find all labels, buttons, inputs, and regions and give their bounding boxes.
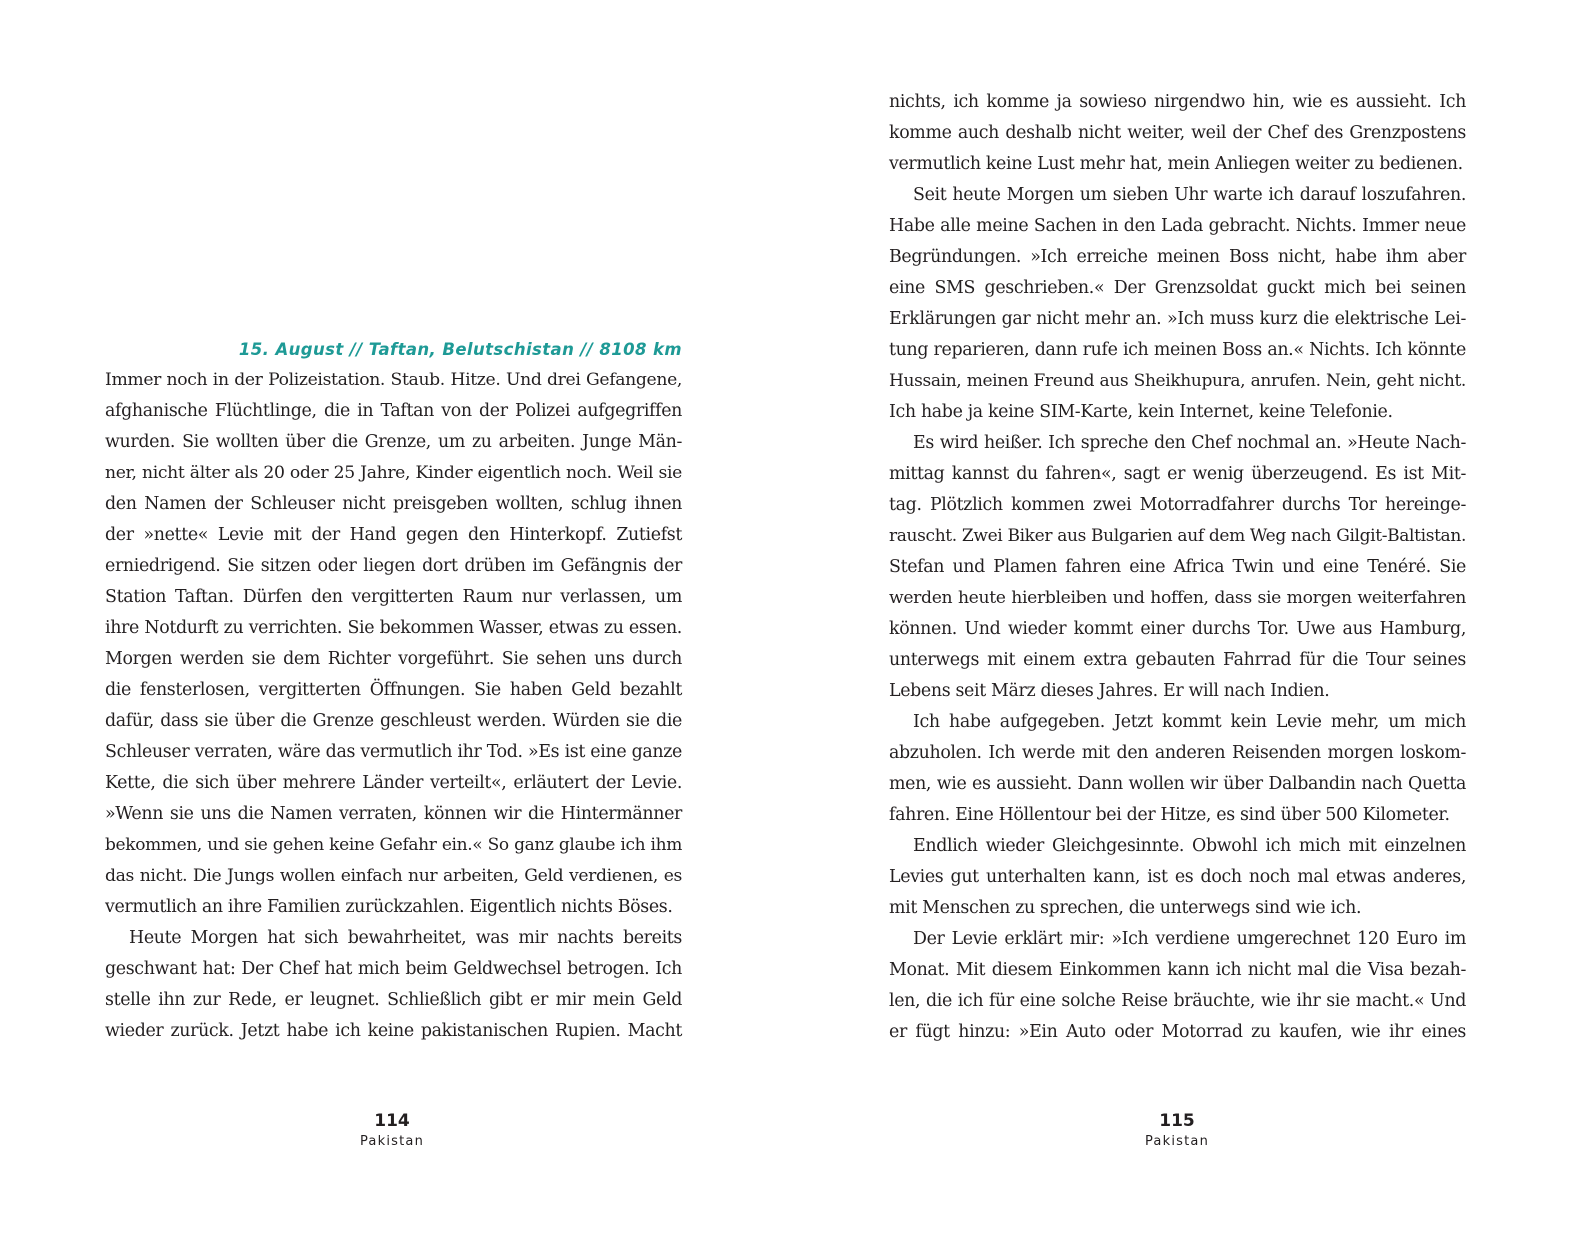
text-line: Kette, die sich über mehrere Länder verteilt«, erläutert der Levie. xyxy=(105,773,682,793)
text-line: Monat. Mit diesem Einkommen kann ich nicht mal die Visa bezah- xyxy=(889,960,1466,980)
text-line: komme auch deshalb nicht weiter, weil der Chef des Grenzpostens xyxy=(889,123,1466,143)
text-line: unterwegs mit einem extra gebauten Fahrrad für die Tour seines xyxy=(889,650,1466,670)
text-line: wurden. Sie wollten über die Grenze, um zu arbeiten. Junge Män- xyxy=(105,432,682,452)
text-line: der »nette« Levie mit der Hand gegen den Hinterkopf. Zutiefst xyxy=(105,525,682,545)
page-footer xyxy=(332,1111,452,1153)
text-line: geschwant hat: Der Chef hat mich beim Geldwechsel betrogen. Ich xyxy=(105,959,682,979)
text-line: mit Menschen zu sprechen, die unterwegs sind wie ich. xyxy=(889,898,1362,918)
text-line: Immer noch in der Polizeistation. Staub. Hitze. Und drei Gefangene, xyxy=(105,370,682,390)
diary-entry-heading: 15. August // Taftan, Belutschistan // 8108 km xyxy=(238,340,682,359)
text-line: bekommen, und sie gehen keine Gefahr ein.« So ganz glaube ich ihm xyxy=(105,835,682,855)
text-line: ner, nicht älter als 20 oder 25 Jahre, Kinder eigentlich noch. Weil sie xyxy=(105,463,682,483)
text-line: Der Levie erklärt mir: »Ich verdiene umgerechnet 120 Euro im xyxy=(913,929,1466,949)
text-line: tag. Plötzlich kommen zwei Motorradfahrer durchs Tor hereinge- xyxy=(889,495,1466,515)
text-line: ihre Notdurft zu verrichten. Sie bekommen Wasser, etwas zu essen. xyxy=(105,618,682,638)
right-page xyxy=(797,0,1594,1240)
text-line: Ich habe ja keine SIM-Karte, kein Internet, keine Telefonie. xyxy=(889,402,1393,422)
text-line: wieder zurück. Jetzt habe ich keine pakistanischen Rupien. Macht xyxy=(105,1021,682,1041)
text-line: men, wie es aussieht. Dann wollen wir über Dalbandin nach Quetta xyxy=(889,774,1466,794)
text-line: Lebens seit März dieses Jahres. Er will nach Indien. xyxy=(889,681,1330,701)
page-number: 114 xyxy=(374,1111,410,1131)
left-page-text xyxy=(105,334,682,1047)
text-line: Ich habe aufgegeben. Jetzt kommt kein Levie mehr, um mich xyxy=(913,712,1466,732)
text-line: eine SMS geschrieben.« Der Grenzsoldat guckt mich bei seinen xyxy=(889,278,1466,298)
text-line: erniedrigend. Sie sitzen oder liegen dort drüben im Gefängnis der xyxy=(105,556,682,576)
text-line: rauscht. Zwei Biker aus Bulgarien auf dem Weg nach Gilgit-Baltistan. xyxy=(889,526,1466,546)
text-line: werden heute hierbleiben und hoffen, dass sie morgen weiterfahren xyxy=(889,588,1466,608)
text-line: den Namen der Schleuser nicht preisgeben wollten, schlug ihnen xyxy=(105,494,682,514)
page-footer xyxy=(1117,1111,1237,1153)
running-footer-section: Pakistan xyxy=(1144,1134,1210,1149)
text-line: Levies gut unterhalten kann, ist es doch noch mal etwas anderes, xyxy=(889,867,1466,887)
text-line: Es wird heißer. Ich spreche den Chef nochmal an. »Heute Nach- xyxy=(913,433,1466,453)
text-line: mittag kannst du fahren«, sagt er wenig überzeugend. Es ist Mit- xyxy=(889,464,1466,484)
text-line: afghanische Flüchtlinge, die in Taftan von der Polizei aufgegriffen xyxy=(105,401,682,421)
text-line: Begründungen. »Ich erreiche meinen Boss nicht, habe ihm aber xyxy=(889,247,1466,267)
text-line: das nicht. Die Jungs wollen einfach nur arbeiten, Geld verdienen, es xyxy=(105,866,682,886)
text-line: können. Und wieder kommt einer durchs Tor. Uwe aus Hamburg, xyxy=(889,619,1466,639)
text-line: Hussain, meinen Freund aus Sheikhupura, anrufen. Nein, geht nicht. xyxy=(889,371,1466,391)
text-line: stelle ihn zur Rede, er leugnet. Schließlich gibt er mir mein Geld xyxy=(105,990,682,1010)
text-line: Endlich wieder Gleichgesinnte. Obwohl ich mich mit einzelnen xyxy=(913,836,1466,856)
text-line: abzuholen. Ich werde mit den anderen Reisenden morgen loskom- xyxy=(889,743,1466,763)
text-line: fahren. Eine Höllentour bei der Hitze, es sind über 500 Kilometer. xyxy=(889,805,1450,825)
text-line: len, die ich für eine solche Reise bräuchte, wie ihr sie macht.« Und xyxy=(889,991,1466,1011)
text-line: die fensterlosen, vergitterten Öffnungen. Sie haben Geld bezahlt xyxy=(105,680,682,700)
text-line: Stefan und Plamen fahren eine Africa Twin und eine Tenéré. Sie xyxy=(889,557,1466,577)
text-line: nichts, ich komme ja sowieso nirgendwo hin, wie es aussieht. Ich xyxy=(889,92,1466,112)
running-footer-section: Pakistan xyxy=(359,1134,425,1149)
page-number: 115 xyxy=(1159,1111,1195,1131)
text-line: vermutlich keine Lust mehr hat, mein Anliegen weiter zu bedienen. xyxy=(889,154,1463,174)
text-line: dafür, dass sie über die Grenze geschleust werden. Würden sie die xyxy=(105,711,682,731)
text-line: Habe alle meine Sachen in den Lada gebracht. Nichts. Immer neue xyxy=(889,216,1466,236)
text-line: Heute Morgen hat sich bewahrheitet, was mir nachts bereits xyxy=(129,928,682,948)
text-line: Morgen werden sie dem Richter vorgeführt. Sie sehen uns durch xyxy=(105,649,682,669)
text-line: Erklärungen gar nicht mehr an. »Ich muss kurz die elektrische Lei- xyxy=(889,309,1466,329)
text-line: Seit heute Morgen um sieben Uhr warte ich darauf loszufahren. xyxy=(913,185,1466,205)
text-line: vermutlich an ihre Familien zurückzahlen. Eigentlich nichts Böses. xyxy=(105,897,673,917)
right-page-text xyxy=(889,87,1466,1048)
text-line: tung reparieren, dann rufe ich meinen Boss an.« Nichts. Ich könnte xyxy=(889,340,1466,360)
text-line: Schleuser verraten, wäre das vermutlich ihr Tod. »Es ist eine ganze xyxy=(105,742,682,762)
text-line: er fügt hinzu: »Ein Auto oder Motorrad zu kaufen, wie ihr eines xyxy=(889,1022,1466,1042)
text-line: »Wenn sie uns die Namen verraten, können wir die Hintermänner xyxy=(105,804,682,824)
text-line: Station Taftan. Dürfen den vergitterten Raum nur verlassen, um xyxy=(105,587,682,607)
